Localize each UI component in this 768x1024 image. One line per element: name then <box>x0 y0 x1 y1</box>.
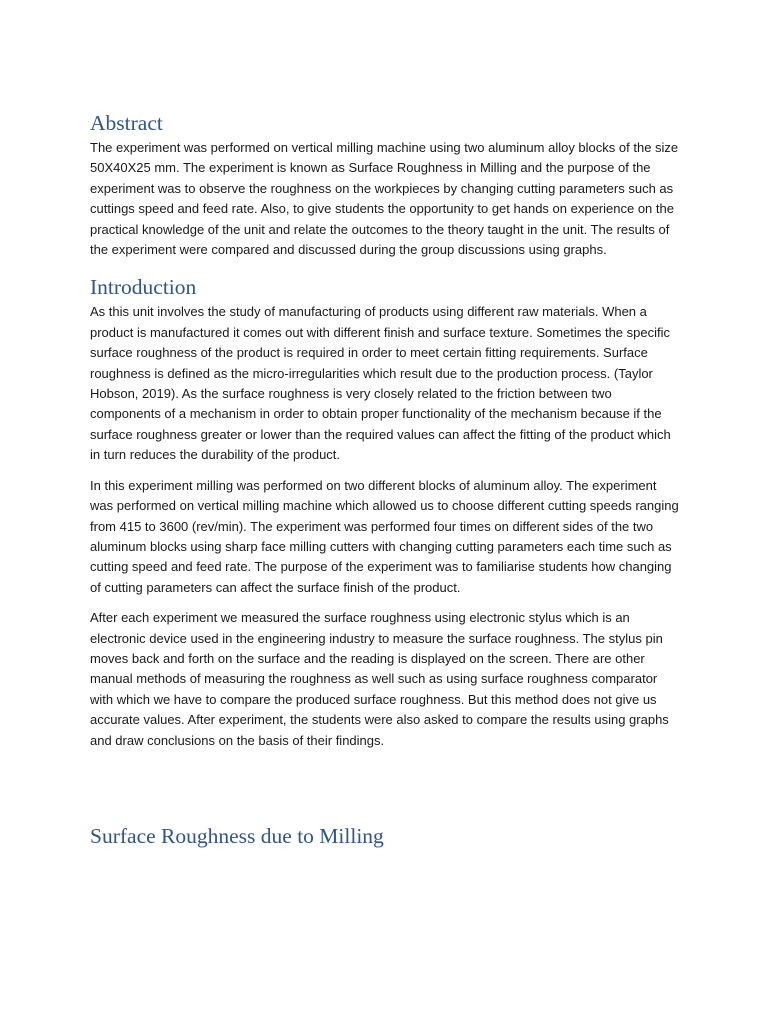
introduction-section <box>90 274 680 751</box>
abstract-paragraph: The experiment was performed on vertical milling machine using two aluminum alloy blocks of the size 50X40X25 mm. The experiment is known as Surface Roughness in Milling and the purpose of the experiment was to observe the roughness on the workpieces by changing cutting parameters such as cuttings speed and feed rate. Also, to give students the opportunity to get hands on experience on the practical knowledge of the unit and relate the outcomes to the theory taught in the unit. The results of the experiment were compared and discussed during the group discussions using graphs. <box>90 140 679 258</box>
introduction-heading: Introduction <box>90 275 197 300</box>
abstract-heading: Abstract <box>90 111 163 135</box>
introduction-paragraph-2: In this experiment milling was performed on two different blocks of aluminum alloy. The experiment was performed on vertical milling machine which allowed us to choose different cutting speeds ranging from 415 to 3600 (rev/min). The experiment was performed four times on different sides of the two aluminum blocks using sharp face milling cutters with changing cutting parameters each time such as cutting speed and feed rate. The purpose of the experiment was to familiarise students how changing of cutting parameters can affect the surface finish of the product. <box>90 477 679 595</box>
surface-roughness-heading: Surface Roughness due to Milling <box>90 823 384 848</box>
abstract-section <box>90 110 680 260</box>
introduction-paragraph-3: After each experiment we measured the surface roughness using electronic stylus which is an electronic device used in the engineering industry to measure the surface roughness. The stylus pin moves back and forth on the surface and the reading is displayed on the screen. There are other manual methods of measuring the roughness as well such as using surface roughness comparator with which we have to compare the produced surface roughness. But this method does not give us accurate values. After experiment, the students were also asked to compare the results using graphs and draw conclusions on the basis of their findings. <box>90 610 669 748</box>
document-body <box>90 110 680 851</box>
surface-roughness-section <box>90 823 680 849</box>
introduction-paragraph-1: As this unit involves the study of manufacturing of products using different raw materials. When a product is manufactured it comes out with different finish and surface texture. Sometimes the specific surface roughness of the product is required in order to meet certain fitting requirements. Surface roughness is defined as the micro-irregularities which result due to the production process. (Taylor Hobson, 2019). As the surface roughness is very closely related to the friction between two components of a mechanism in order to obtain proper functionality of the mechanism because if the surface roughness greater or lower than the required values can affect the fitting of the product which in turn reduces the durability of the product. <box>90 304 671 463</box>
